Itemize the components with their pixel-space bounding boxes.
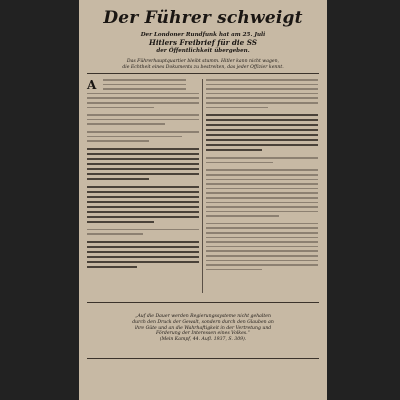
quote-source: (Mein Kampf, 44. Aufl. 1937, S. 309). <box>159 337 247 343</box>
right-column-text <box>206 79 318 276</box>
subtitle-line-1: Der Londoner Rundfunk hat am 25. Juli <box>140 32 266 38</box>
leaflet-subtitle <box>89 32 317 55</box>
quote-line-1: „Auf die Dauer werden Regierungssysteme nicht gehalten <box>135 314 271 319</box>
quote-line-2: durch den Druck der Gewalt, sondern durch den Glauben an <box>132 319 274 325</box>
subtitle-line-3: der Öffentlichkeit übergeben. <box>156 47 250 54</box>
quote-top-rule <box>87 302 319 303</box>
headquarters-note-line-2: die Echtheit eines Dokuments zu bestreiten, das jeder Offizier kennt. <box>122 64 284 70</box>
leaflet-page <box>79 0 327 400</box>
column-divider <box>202 79 203 293</box>
top-rule <box>87 73 319 74</box>
subtitle-line-2: Hitlers Freibrief für die SS <box>149 38 257 47</box>
quote-bottom-rule <box>87 358 319 359</box>
quote-line-4: Förderung der Interessen eines Volkes.“ <box>156 331 250 337</box>
quote-line-3: ihre Güte und an die Wahrhaftigkeit in der Vertretung und <box>134 325 272 331</box>
mein-kampf-quote <box>94 314 312 343</box>
headquarters-note <box>87 59 319 70</box>
initial-letter: A <box>87 78 97 92</box>
leaflet-title: Der Führer schweigt <box>103 8 303 28</box>
headquarters-note-line-1: Das Führerhauptquartier bleibt stumm. Hitler kann nicht wagen, <box>126 59 280 64</box>
left-column-text <box>87 79 199 274</box>
